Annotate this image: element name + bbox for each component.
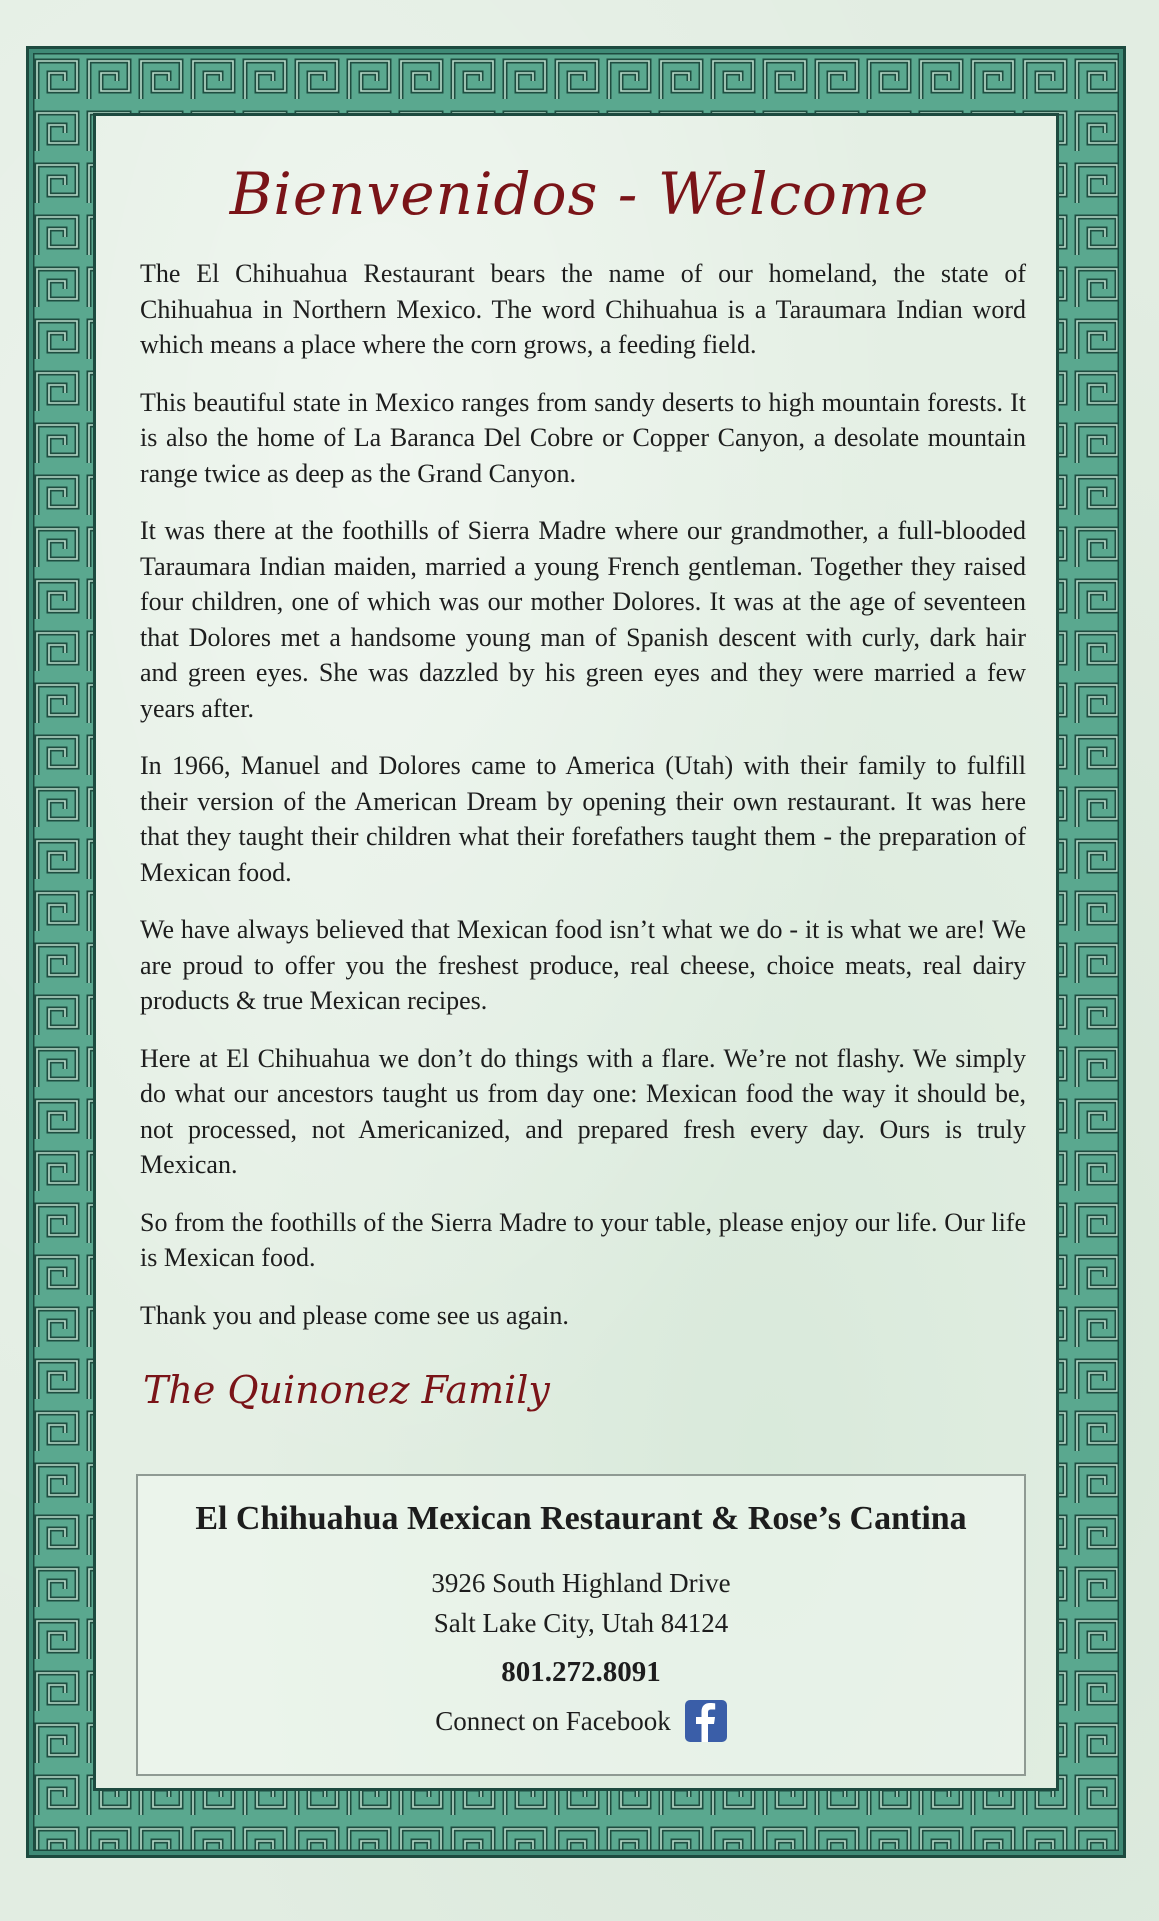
- paragraph-homeland: The El Chihuahua Restaurant bears the name of our homeland, the state of Chihuahua in Northern Mexico. The word Chihuahua is a Taraumara Indian word which means a place where the corn grows, a feeding field.: [140, 259, 1026, 359]
- paragraph-copper-canyon: This beautiful state in Mexico ranges from sandy deserts to high mountain forests. It is also the home of La Baranca Del Cobre or Copper Canyon, a desolate mountain range twice as deep as the Grand Canyon.: [140, 387, 1026, 488]
- facebook-link[interactable]: [138, 1700, 1024, 1742]
- family-signature: The Quinonez Family: [143, 1368, 550, 1412]
- welcome-story: [140, 256, 1026, 1355]
- restaurant-name: El Chihuahua Mexican Restaurant & Rose’s Cantina: [195, 1500, 967, 1537]
- paragraph-family-history: It was there at the foothills of Sierra Madre where our grandmother, a full-blooded Taraumara Indian maiden, married a young French gentleman. Together they raised four children, one of which was our mother Dolores. It was at the age of seventeen that Dolores met a handsome young man of Spanish descent with curly, dark hair and green eyes. She was dazzled by his green eyes and they were married a few years after.: [140, 516, 1026, 723]
- address-line-1: 3926 South Highland Drive: [431, 1568, 731, 1598]
- facebook-icon[interactable]: [685, 1700, 727, 1742]
- paragraph-authentic: Here at El Chihuahua we don’t do things with a flare. We’re not flashy. We simply do what our ancestors taught us from day one: Mexican food the way it should be, not processed, not Americanized, and prepared fresh every day. Ours is truly Mexican.: [140, 1043, 1026, 1179]
- paragraph-beliefs: We have always believed that Mexican food isn’t what we do - it is what we are! We are proud to offer you the freshest produce, real cheese, choice meats, real dairy products & true Mexican recipes.: [140, 915, 1026, 1015]
- paragraph-american-dream: In 1966, Manuel and Dolores came to America (Utah) with their family to fulfill their version of the American Dream by opening their own restaurant. It was here that they taught their children what their forefathers taught them - the preparation of Mexican food.: [140, 751, 1026, 887]
- paragraph-enjoy: So from the foothills of the Sierra Madre to your table, please enjoy our life. Our life is Mexican food.: [140, 1207, 1026, 1272]
- address-line-2: Salt Lake City, Utah 84124: [433, 1608, 729, 1638]
- phone-number[interactable]: 801.272.8091: [501, 1656, 661, 1688]
- restaurant-info-box: [136, 1474, 1026, 1776]
- connect-label: Connect on Facebook: [435, 1705, 671, 1736]
- page-title: Bienvenidos - Welcome: [229, 160, 930, 228]
- paragraph-thank-you: Thank you and please come see us again.: [140, 1300, 569, 1330]
